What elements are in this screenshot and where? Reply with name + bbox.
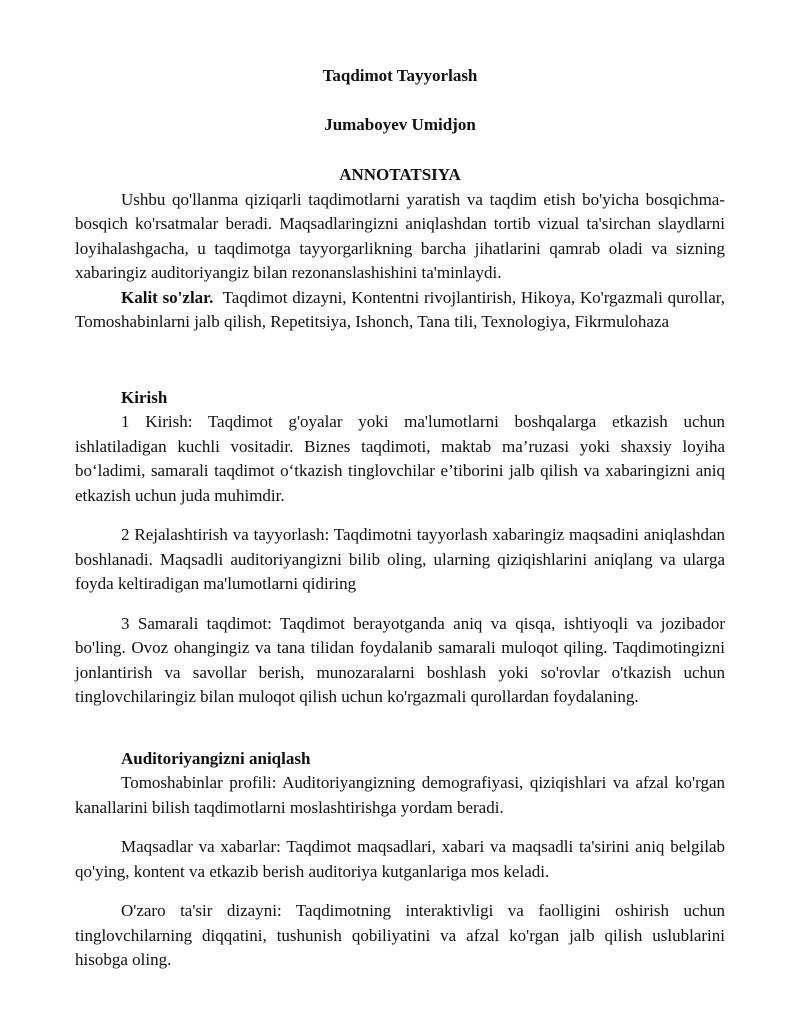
- intro-paragraph-2: 2 Rejalashtirish va tayyorlash: Taqdimotni tayyorlash xabaringiz maqsadini aniqlashdan boshlanadi. Maqsadli auditoriyangizni bilib oling, ularning qiziqishlarini aniqlang va ularga foyda keltiradigan ma'lumotlarni qidiring: [75, 525, 725, 593]
- annotation-heading: ANNOTATSIYA: [339, 165, 461, 184]
- intro-paragraph-3: 3 Samarali taqdimot: Taqdimot berayotganda aniq va qisqa, ishtiyoqli va jozibador bo'ling. Ovoz ohangingiz va tana tilidan foydalanib samarali muloqot qiling. Taqdimotingizni jonlantirish va savollar berish, munozaralarni boshlash yoki so'rovlar o'tkazish uchun tinglovchilaringiz bilan muloqot qilish uchun ko'rgazmali qurollardan foydalaning.: [75, 613, 725, 706]
- annotation-paragraph: Ushbu qo'llanma qiziqarli taqdimotlarni yaratish va taqdim etish bo'yicha bosqichma-bosqich ko'rsatmalar beradi. Maqsadlaringizni aniqlashdan tortib vizual ta'sirchan slaydlarni loyihalashgacha, u taqdimotga tayyorgarlikning barcha jihatlarini qamrab oladi va sizning xabaringiz auditoriyangiz bilan rezonanslashishini ta'minlaydi.: [75, 189, 725, 282]
- keywords-paragraph: [75, 286, 725, 335]
- audience-paragraph-1: Tomoshabinlar profili: Auditoriyangizning demografiyasi, qiziqishlari va afzal ko'rgan kanallarini bilish taqdimotlarni moslashtirishga yordam beradi.: [75, 773, 725, 817]
- keywords-label: Kalit so'zlar.: [121, 287, 214, 307]
- intro-paragraph-1: 1 Kirish: Taqdimot g'oyalar yoki ma'lumotlarni boshqalarga etkazish uchun ishlatiladigan kuchli vositadir. Biznes taqdimoti, maktab ma’ruzasi yoki shaxsiy loyiha bo‘ladimi, samarali taqdimot o‘tkazish tinglovchilar e’tiborini jalb qilish va xabaringizni aniq etkazish uchun juda muhimdir.: [75, 412, 725, 505]
- keywords-text: Taqdimot dizayni, Kontentni rivojlantirish, Hikoya, Ko'rgazmali qurollar, Tomoshabinlarni jalb qilish, Repetitsiya, Ishonch, Tana tili, Texnologiya, Fikrmulohaza: [75, 287, 725, 331]
- intro-heading: Kirish: [121, 387, 168, 407]
- audience-paragraph-2: Maqsadlar va xabarlar: Taqdimot maqsadlari, xabari va maqsadli ta'sirini aniq belgilab qo'ying, kontent va etkazib berish auditoriya kutganlariga mos keladi.: [75, 837, 725, 881]
- audience-paragraph-3: O'zaro ta'sir dizayni: Taqdimotning interaktivligi va faolligini oshirish uchun tinglovchilarning diqqatini, tushunish qobiliyatini va afzal ko'rgan jalb qilish uslublarini hisobga oling.: [75, 901, 725, 969]
- document-title: Taqdimot Tayyorlash: [322, 66, 478, 85]
- document-page: [75, 64, 725, 973]
- author-name: Jumaboyev Umidjon: [324, 114, 476, 134]
- audience-heading: Auditoriyangizni aniqlash: [121, 748, 311, 768]
